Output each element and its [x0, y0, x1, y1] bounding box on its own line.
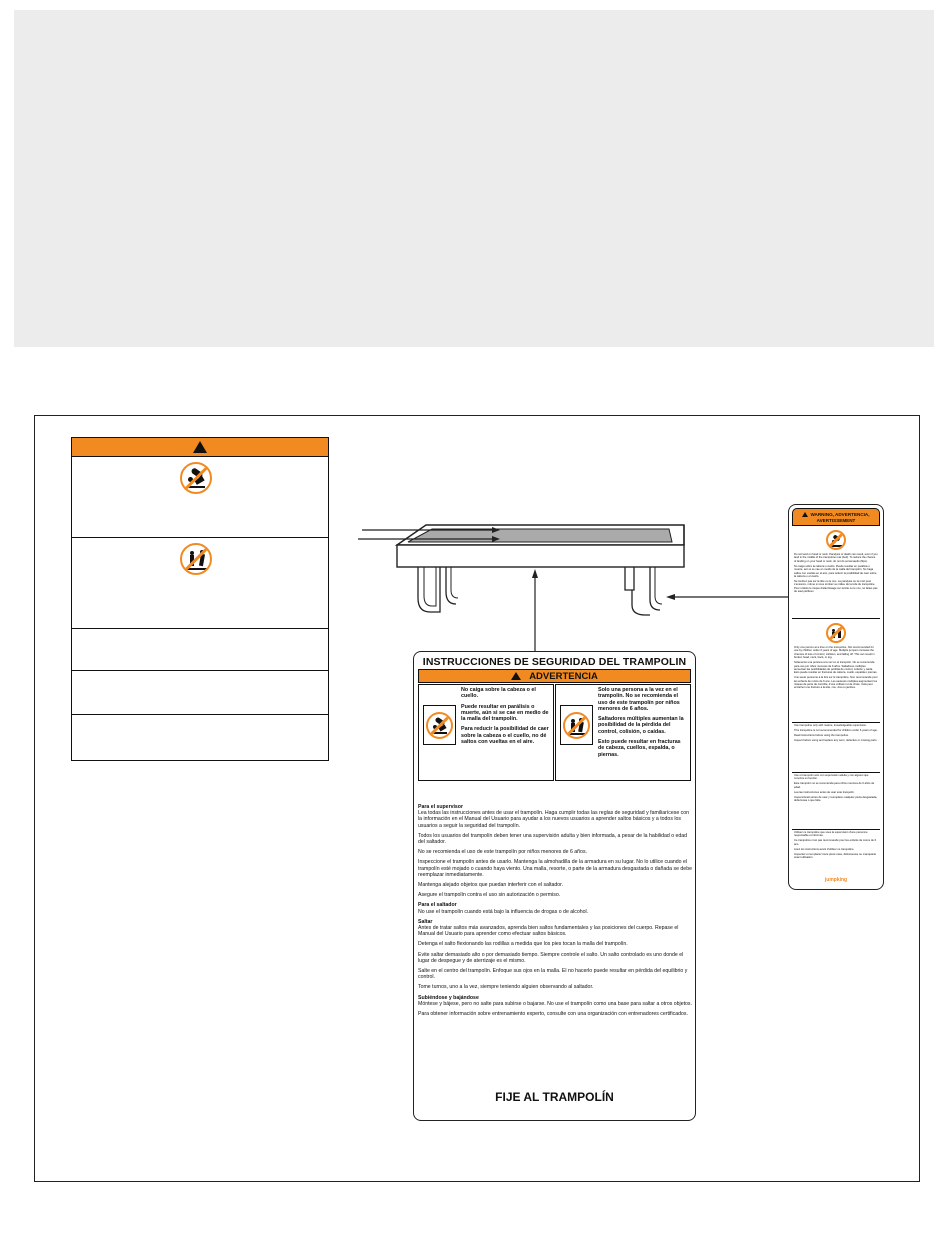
multilingual-section-1	[792, 526, 880, 618]
label-footer: FIJE AL TRAMPOLÍN	[495, 1090, 614, 1104]
multilingual-line: Read instructions before using the trampoline.	[794, 733, 849, 737]
instruction-text: Móntese y bájese, pero no salte para subirse o bajarse. No use el trampolín como una base para saltar a otros objetos.	[418, 1000, 692, 1007]
hazard-box-head-landing	[418, 684, 554, 781]
hazard-text-head-landing	[461, 687, 550, 749]
hazard-line: Para reducir la posibilidad de caer sobre la cabeza o el cuello, no dé saltos con vueltas en el aire.	[461, 726, 549, 746]
instruction-text: Salte en el centro del trampolín. Enfoque sus ojos en la malla. El no hacerlo puede resultar en pérdida del equilibrio y control.	[418, 968, 688, 981]
instruction-text: Detenga el salto flexionando las rodillas a medida que los pies tocan la malla del trampolín.	[418, 941, 628, 948]
multilingual-section-5	[792, 829, 880, 873]
instruction-text: Todos los usuarios del trampolín deben tener una supervisión adulta y bien informada, a pesar de la habilidad o edad del saltador.	[418, 832, 688, 846]
instruction-paragraph	[418, 968, 694, 980]
instruction-paragraph	[418, 804, 694, 829]
warning-triangle-icon	[511, 672, 521, 680]
hazard-text-one-person	[598, 687, 687, 762]
instruction-paragraph	[418, 892, 694, 898]
instruction-paragraph	[418, 984, 694, 990]
multilingual-text-1	[792, 552, 880, 596]
instruction-heading: Saltar	[418, 918, 433, 925]
multilingual-line: Solamente una persona a la vez en el trampolín. No se recomienda para uso por niños menores de 6 años. Saltadores múltiples aumentan las posibilidades de pérdida de control, colisión y caída. Esto puede resultar en fracturas de cabeza, cuello, espalda o piernas.	[794, 661, 878, 675]
multilingual-line: Une seule personne à la fois sur le trampoline. Non recommandé pour les enfants de moins de 6 ans. Les sauteurs multiples augmentent les risques de perte de contrôle, d'une collision et de chute. Cela peut entraîner une fracture à la tête, cou, dos ou jambes.	[794, 676, 878, 690]
label-title: INSTRUCCIONES DE SEGURIDAD DEL TRAMPOLIN	[422, 656, 687, 668]
no-head-landing-icon	[423, 705, 456, 745]
multilingual-line: Ce trampoline n'est pas recommandé pour les enfants de moins de 6 ans.	[794, 839, 877, 846]
warning-triangle-icon	[802, 512, 808, 517]
multilingual-line: Ne tombez pas sur la tête ou le cou. La paralysie ou la mort peut s'ensuivre, même si vous tombez au milieu de la toile du trampoline. Pour réduire le risque d'atterrissage sur la tête ou le cou, ne faites pas de saut périlleux.	[794, 579, 878, 594]
multilingual-line: Only one person at a time on the trampoline. Not recommended for use by children under 6 years of age. Multiple jumpers increase the chances of loss of control, collision, and falling off. This can result in broken head, neck, back, or leg.	[794, 646, 875, 660]
advertencia-banner	[418, 669, 691, 683]
hazard-box-one-person	[555, 684, 691, 781]
instruction-paragraph	[418, 919, 694, 938]
instruction-paragraph	[418, 952, 694, 964]
instruction-text: Asegure el trampolín contra el uso sin autorización o permiso.	[418, 892, 561, 899]
multilingual-line: Use el trampolín solo con supervisión adulta y con alguien que conozca su función.	[794, 774, 869, 781]
multilingual-line: This trampoline is not recommended for children under 6 years of age.	[794, 728, 878, 732]
advertencia-text: ADVERTENCIA	[529, 670, 598, 682]
instruction-paragraph	[418, 849, 694, 855]
hazard-line: Puede resultar en parálisis o muerte, aún si se cae en medio de la malla del trampolín.	[461, 703, 549, 723]
hazard-line: No caiga sobre la cabeza o el cuello.	[461, 687, 536, 700]
multilingual-line: Inspectez et remplacez toute pièce usée, défectueuse ou manquante avant utilisation.	[794, 852, 877, 859]
multilingual-line: No caiga sobre la cabeza o cuello. Puede resultar en parálisis o muerte, aún si se cae en medio de la malla del trampolín. No haga saltos con vueltas en el aire, para reducir la posibilidad de caer sobre la cabeza o el cuello.	[794, 564, 877, 578]
spanish-safety-label	[413, 651, 696, 1121]
multilingual-section-4	[792, 772, 880, 829]
multilingual-text-4	[792, 773, 880, 805]
multilingual-section-2	[792, 618, 880, 722]
instruction-paragraph	[418, 1011, 694, 1017]
instruction-text: Lea todas las instrucciones antes de usar el trampolín. Haga cumplir todas las reglas de seguridad y familiarícese con la información en el Manual del Usuario para ayudar a los nuevos usuarios a aprender saltos básicos y a todos los usuarios a seguir la seguridad del trampolín.	[418, 810, 690, 829]
multilingual-line: Use trampoline only with mature, knowledgeable supervision.	[794, 724, 867, 727]
multilingual-line: Este trampolín no se recomienda para niños menores de 6 años de edad.	[794, 782, 875, 789]
instruction-text: No se recomienda el uso de este trampolín por niños menores de 6 años.	[418, 849, 587, 856]
multilingual-text-3	[792, 723, 880, 745]
multilingual-line: Inspecciónelo antes de usar y reemplace cualquier pieza desgastada, defectuosa o que falte.	[794, 795, 878, 802]
instruction-paragraph	[418, 902, 694, 914]
no-head-landing-icon	[826, 530, 846, 550]
instruction-paragraph	[418, 995, 694, 1007]
multilingual-safety-label	[788, 504, 884, 890]
instruction-text: Evite saltar demasiado alto o por demasiado tiempo. Siempre controle el salto. Un salto controlado es uno donde el lugar de despegue y de aterrizaje es el mismo.	[418, 951, 684, 964]
multilingual-line: Inspect before using and replace any worn, defective or missing parts.	[794, 738, 878, 742]
instruction-heading: Para el saltador	[418, 902, 457, 909]
hazard-line: Esto puede resultar en fracturas de cabeza, cuellos, espalda, o piernas.	[598, 739, 681, 758]
brand-logo: jumpking	[824, 877, 848, 883]
one-person-only-icon	[826, 623, 846, 643]
instruction-text: Para obtener información sobre entrenamiento experto, consulte con una organización con entrenadores certificados.	[418, 1011, 688, 1018]
multilingual-header-text: WARNING, ADVERTENCIA, AVERTISSEMENT	[810, 512, 870, 523]
instruction-paragraph	[418, 833, 694, 845]
hazard-line: Solo una persona a la vez en el trampolín. No se recomienda el uso de este trampolín por niños menores de 6 años.	[598, 687, 680, 712]
label-instructions	[418, 804, 694, 1021]
multilingual-line: Lea las instrucciones antes de usar este trampolín.	[794, 790, 855, 794]
instruction-heading: Para el supervisor	[418, 804, 463, 810]
instruction-paragraph	[418, 882, 694, 888]
multilingual-label-header	[792, 508, 880, 526]
multilingual-line: Utilisez ce trampoline que sous la supervision d'une personne responsable et informée.	[794, 831, 868, 838]
multilingual-section-3	[792, 722, 880, 772]
multilingual-text-5	[792, 830, 880, 862]
instruction-text: Antes de tratar saltos más avanzados, aprenda bien saltos fundamentales y las posiciones del cuerpo. Repase el Manual del Usuario para aprender como efectuar saltos básicos.	[418, 925, 679, 938]
instruction-paragraph	[418, 941, 694, 947]
multilingual-line: Do not land on head or neck. Paralysis or death can result, even if you land in the middle of the trampoline mat (bed). To reduce the chance of landing on your head or neck, do not do somersaults (flips).	[794, 553, 878, 563]
instruction-text: Tome turnos, uno a la vez, siempre teniendo alguien observando al saltador.	[418, 984, 594, 991]
one-person-only-icon	[560, 705, 593, 745]
multilingual-line: Lisez les instructions avant d'utiliser ce trampoline.	[794, 847, 855, 851]
hazard-line: Saltadores múltiples aumentan la posibilidad de la pérdida del control, colisión, o caídas.	[598, 716, 684, 735]
instruction-text: Inspeccione el trampolín antes de usarlo. Mantenga la almohadilla de la armadura en su lugar. No lo utilice cuando el trampolín esté mojado o cuando haya viento. Una malla, resorte, o parte de la armadura desgastada o dañada se debe reemplazar inmediatamente.	[418, 859, 692, 878]
instruction-heading: Subiéndose y bajándose	[418, 994, 479, 1001]
multilingual-text-2	[792, 645, 880, 692]
instruction-text: Mantenga alejado objetos que puedan interferir con el saltador.	[418, 882, 564, 889]
instruction-text: No use el trampolín cuando está bajo la influencia de drogas o de alcohol.	[418, 908, 589, 915]
instruction-paragraph	[418, 859, 694, 878]
